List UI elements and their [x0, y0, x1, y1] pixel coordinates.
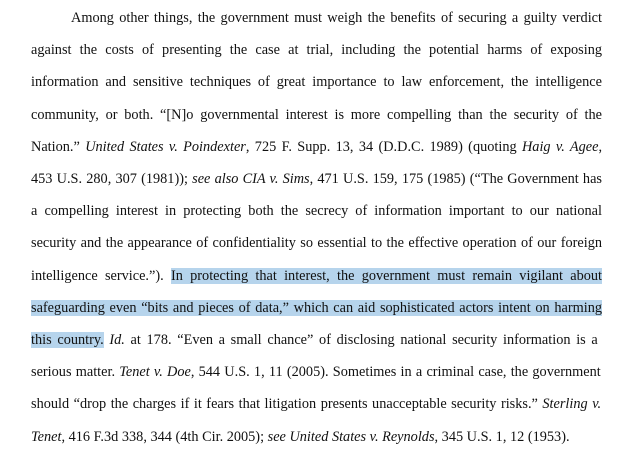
- highlighted-text: this country.: [31, 332, 104, 348]
- text-span: serious matter.: [31, 364, 120, 381]
- text-line: [31, 362, 601, 382]
- text-line: [31, 266, 602, 286]
- text-line: [31, 394, 601, 414]
- text-line: [31, 105, 602, 125]
- text-line: [31, 137, 602, 157]
- italic-citation: see United States v. Reynolds: [267, 428, 435, 445]
- italic-citation: Tenet v. Doe: [119, 364, 191, 381]
- text-line: [31, 427, 570, 447]
- text-span: , 345 U.S. 1, 12 (1953).: [434, 428, 570, 445]
- italic-citation: Id.: [109, 332, 125, 348]
- text-span: ,: [598, 138, 603, 155]
- italic-citation: Haig v. Agee: [521, 138, 599, 155]
- text-span: information and sensitive techniques of great importance to law enforcement, the intelligence: [31, 74, 602, 91]
- highlighted-text: In protecting that interest, the government must remain vigilant about: [170, 267, 603, 284]
- highlighted-text: safeguarding even “bits and pieces of data,” which can aid sophisticated actors intent on harming: [31, 299, 602, 316]
- italic-citation: see also CIA v. Sims: [192, 171, 310, 187]
- text-span: , 725 F. Supp. 13, 34 (D.D.C. 1989) (quoting: [245, 138, 522, 155]
- text-span: should “drop the charges if it fears that litigation presents unacceptable security risks.”: [31, 396, 543, 413]
- text-line: [31, 233, 602, 253]
- text-span: intelligence service.”).: [31, 267, 171, 284]
- text-span: , 471 U.S. 159, 175 (1985) (“The Government has: [309, 171, 602, 187]
- text-span: 453 U.S. 280, 307 (1981));: [31, 171, 193, 187]
- text-span: Among other things, the government must weigh the benefits of securing a guilty verdict: [71, 10, 602, 26]
- text-line: [31, 201, 602, 221]
- text-span: security and the appearance of confidentiality so essential to the effective operation of our foreign: [31, 235, 602, 252]
- text-span: a compelling interest in protecting both the secrecy of information important to our national: [31, 203, 602, 220]
- text-span: community, or both. “[N]o governmental interest is more compelling than the security of the: [31, 106, 602, 123]
- text-span: at 178. “Even a small chance” of disclosing national security information is a: [124, 332, 598, 348]
- text-line: [31, 169, 602, 189]
- italic-citation: Sterling v.: [542, 396, 602, 413]
- text-span: Nation.”: [31, 138, 86, 155]
- text-span: , 544 U.S. 1, 11 (2005). Sometimes in a criminal case, the government: [190, 364, 601, 381]
- italic-citation: United States v. Poindexter: [85, 138, 246, 155]
- italic-citation: Tenet: [31, 428, 62, 445]
- text-line: [31, 72, 602, 92]
- text-line: [31, 330, 598, 350]
- text-line: [31, 40, 602, 60]
- text-span: against the costs of presenting the case at trial, including the potential harms of exposing: [31, 42, 602, 59]
- text-line: [31, 298, 602, 318]
- text-line: [71, 8, 602, 28]
- text-span: , 416 F.3d 338, 344 (4th Cir. 2005);: [61, 428, 268, 445]
